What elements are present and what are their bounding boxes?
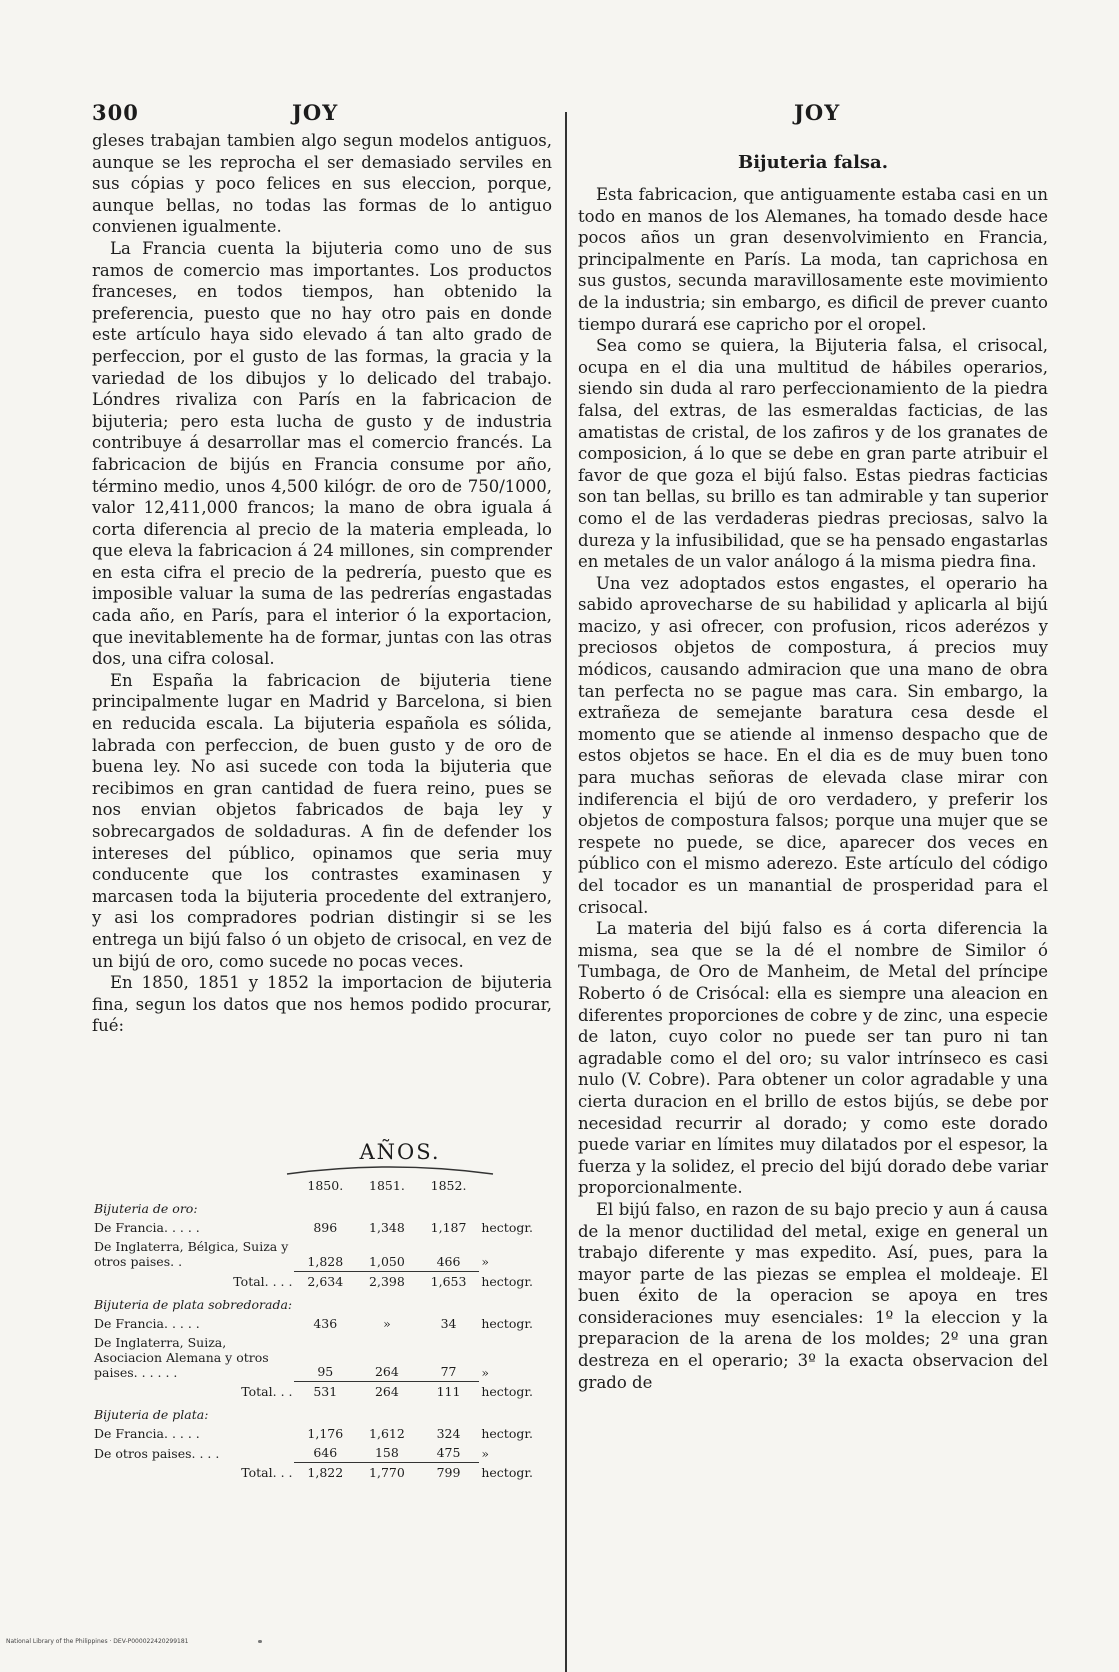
cell: 1,770 xyxy=(356,1463,418,1483)
import-table xyxy=(92,1176,552,1482)
row-label: De Francia. . . . . xyxy=(94,1315,200,1331)
cell: 264 xyxy=(374,1364,399,1379)
cell: » xyxy=(383,1315,391,1331)
cell: 1,822 xyxy=(294,1463,356,1483)
cell: 799 xyxy=(418,1463,480,1483)
unit: hectogr. xyxy=(481,1426,533,1441)
column-divider xyxy=(565,112,567,1672)
table-title: AÑOS. xyxy=(359,1140,441,1164)
table-row xyxy=(92,1333,552,1382)
cell: 1,612 xyxy=(369,1426,405,1441)
row-label: De Inglaterra, Bélgica, Suiza y otros paises. . xyxy=(94,1239,289,1269)
cell: 95 xyxy=(317,1364,334,1379)
paragraph: El bijú falso, en razon de su bajo precio y aun á causa de la menor ductilidad del metal, exige en general un trabajo diferente y mas expedito. Así, pues, para la mayor parte de las piezas se emplea el moldeaje. El buen éxito de la operacion se apoya en tres consideraciones muy esenciales: 1º la eleccion y la preparacion de la arena de los moldes; 2º una gran destreza en el operario; 3º la exacta observacion del grado de xyxy=(578,1199,1048,1392)
paragraph: Esta fabricacion, que antiguamente estaba casi en un todo en manos de los Alemanes, ha tomado desde hace pocos años un gran desenvolvimiento en Francia, principalmente en París. La moda, tan caprichosa en sus gustos, secunda maravillosamente este movimiento de la industria; sin embargo, es dificil de prever cuanto tiempo durará ese capricho por el oropel. xyxy=(578,185,1048,334)
scan-credit: National Library of the Philippines · DEV-P000022420299181 xyxy=(6,1638,189,1645)
paragraph: Una vez adoptados estos engastes, el operario ha sabido aprovecharse de su habilidad y aplicarla al bijú macizo, y asi ofrecer, con profusion, ricos aderézos y preciosos objetos de compostura, á precios muy módicos, causando admiracion que una mano de obra tan perfecta no se pague mas cara. Sin embargo, la extrañeza de semejante baratura cesa desde el momento que se atiende al inmenso despacho que de estos objetos se hace. En el dia es de muy buen tono para muchas señoras de elevada clase mirar con indiferencia el bijú de oro verdadero, y preferir los objetos de compostura falsos; porque una mujer que se respete no puede, se dice, aparecer dos veces en público con el mismo aderezo. Este artículo del código del tocador es un manantial de prosperidad para el crisocal. xyxy=(578,573,1048,917)
row-label: De Francia. . . . . xyxy=(94,1220,200,1235)
table-row xyxy=(92,1218,552,1237)
paragraph: En 1850, 1851 y 1852 la importacion de bijuteria fina, segun los datos que nos hemos podido procurar, fué: xyxy=(92,973,552,1036)
cell: 466 xyxy=(436,1253,461,1269)
table-row xyxy=(92,1314,552,1333)
cell: 2,398 xyxy=(356,1271,418,1291)
row-label: De Francia. . . . . xyxy=(94,1426,200,1441)
cell: 475 xyxy=(436,1445,461,1460)
unit: hectogr. xyxy=(481,1315,533,1331)
cell: 1,176 xyxy=(307,1426,344,1441)
paragraph: La materia del bijú falso es á corta diferencia la misma, sea que se la dé el nombre de Similor ó Tumbaga, de Oro de Manheim, de Metal del príncipe Roberto ó de Crisócal: ella es siempre una aleacion en diferentes proporciones de cobre y de zinc, una especie de laton, cuyo color no puede ser tan puro ni tan agradable como el del oro; su valor intrínseco es casi nulo (V. Cobre). Para obtener un color agradable y una cierta duracion en el brillo de estos bijús, se debe por necesidad recurrir al dorado; y como este dorado puede variar en límites muy dilatados por el espesor, la fuerza y la solidez, el precio del bijú dorado debe variar proporcionalmente. xyxy=(578,919,1048,1198)
unit: » xyxy=(481,1445,490,1461)
paragraph: Sea como se quiera, la Bijuteria falsa, el crisocal, ocupa en el dia una multitud de hábiles operarios, siendo sin duda al raro perfeccionamiento de la piedra falsa, del extras, de las esmeraldas facticias, de las amatistas de cristal, de los zafiros y de los granates de composicion, á lo que se debe en gran parte atribuir el favor de que goza el bijú falso. Estas piedras facticias son tan bellas, su brillo es tan admirable y tan superior como el de las verdaderas piedras preciosas, salvo la dureza y la infusibilidad, que se ha pensado engastarlas en metales de un valor análogo á la misma piedra fina. xyxy=(578,336,1048,572)
page-number: 300 xyxy=(92,100,139,125)
cell: 158 xyxy=(374,1445,399,1460)
table-header-row xyxy=(92,1176,552,1195)
row-label: Total. . . . xyxy=(233,1273,293,1289)
section-heading: Bijuteria de oro: xyxy=(94,1201,198,1216)
row-label: De otros paises. . . . xyxy=(94,1445,220,1461)
paragraph: En España la fabricacion de bijuteria tiene principalmente lugar en Madrid y Barcelona, si bien en reducida escala. La bijuteria española es sólida, labrada con perfeccion, de buen gusto y de oro de buena ley. No asi sucede con toda la bijuteria que recibimos en gran cantidad de fuera reino, pues se nos envian objetos fabricados de baja ley y sobrecargados de soldaduras. A fin de defender los intereses del público, opinamos que seria muy conducente que los contrastes examinasen y marcasen toda la bijuteria procedente del extranjero, y asi los compradores podrian distingir si se les entrega un bijú falso ó un objeto de crisocal, en vez de un bijú de oro, como sucede no pocas veces. xyxy=(92,670,552,971)
cell: 531 xyxy=(294,1382,356,1402)
paragraph: La Francia cuenta la bijuteria como uno de sus ramos de comercio mas importantes. Los productos franceses, en todos tiempos, han obtenido la preferencia, puesto que no hay otro pais en donde este artículo haya sido elevado á tan alto grado de perfeccion, por el gusto de las formas, la gracia y la variedad de los dibujos y lo delicado del trabajo. Lóndres rivaliza con París en la fabricacion de bijuteria; pero esta lucha de gusto y de industria contribuye á desarrollar mas el comercio francés. La fabricacion de bijús en Francia consume por año, término medio, unos 4,500 kilógr. de oro de 750/1000, valor 12,411,000 francos; la mano de obra iguala á corta diferencia al precio de la materia empleada, lo que eleva la fabricacion á 24 millones, sin comprender en esta cifra el precio de la pedrería, puesto que es imposible valuar la suma de las pedrerías engastadas cada año, en París, para el interior ó la exportacion, que inevitablemente ha de formar, juntas con las otras dos, una cifra colosal. xyxy=(92,238,552,669)
total-row xyxy=(92,1271,552,1291)
cell: 111 xyxy=(418,1382,480,1402)
year-header: 1850. xyxy=(307,1178,344,1193)
decorative-swash xyxy=(285,1164,495,1176)
scan-speck xyxy=(258,1640,262,1643)
right-column xyxy=(578,184,1048,1393)
section-heading: Bijuteria de plata: xyxy=(94,1407,209,1422)
cell: 896 xyxy=(313,1220,338,1235)
cell: 646 xyxy=(313,1445,338,1460)
total-row xyxy=(92,1382,552,1402)
cell: 436 xyxy=(313,1315,338,1331)
unit: » xyxy=(481,1364,490,1380)
total-row xyxy=(92,1463,552,1483)
table-row xyxy=(92,1237,552,1271)
year-header: 1852. xyxy=(430,1178,467,1193)
unit: hectogr. xyxy=(481,1465,533,1480)
unit: hectogr. xyxy=(481,1220,533,1235)
section-subheading: Bijuteria falsa. xyxy=(738,152,888,173)
unit: hectogr. xyxy=(481,1273,533,1289)
table-row xyxy=(92,1424,552,1443)
row-label: De Inglaterra, Suiza, Asociacion Alemana y otros paises. . . . . . xyxy=(94,1334,269,1380)
cell: 324 xyxy=(436,1426,461,1441)
cell: 1,828 xyxy=(307,1253,344,1269)
cell: 2,634 xyxy=(294,1271,356,1291)
running-head-right: JOY xyxy=(794,100,841,125)
left-column xyxy=(92,130,552,1037)
running-head-left: JOY xyxy=(292,100,339,125)
section-heading: Bijuteria de plata sobredorada: xyxy=(94,1296,293,1312)
unit: hectogr. xyxy=(481,1384,533,1399)
cell: 264 xyxy=(356,1382,418,1402)
table-row xyxy=(92,1443,552,1463)
year-header: 1851. xyxy=(369,1178,405,1193)
paragraph: gleses trabajan tambien algo segun modelos antiguos, aunque se les reprocha el ser demasiado serviles en sus cópias y poco felices en sus eleccion, porque, aunque bellas, no todas las formas de lo antiguo convienen igualmente. xyxy=(92,131,552,237)
row-label: Total. . . xyxy=(241,1384,293,1399)
row-label: Total. . . xyxy=(241,1465,293,1480)
unit: » xyxy=(481,1254,490,1269)
cell: 1,187 xyxy=(430,1220,467,1235)
cell: 1,653 xyxy=(418,1271,480,1291)
cell: 77 xyxy=(440,1364,457,1379)
cell: 1,050 xyxy=(369,1253,405,1269)
cell: 1,348 xyxy=(369,1220,405,1235)
cell: 34 xyxy=(440,1315,457,1331)
